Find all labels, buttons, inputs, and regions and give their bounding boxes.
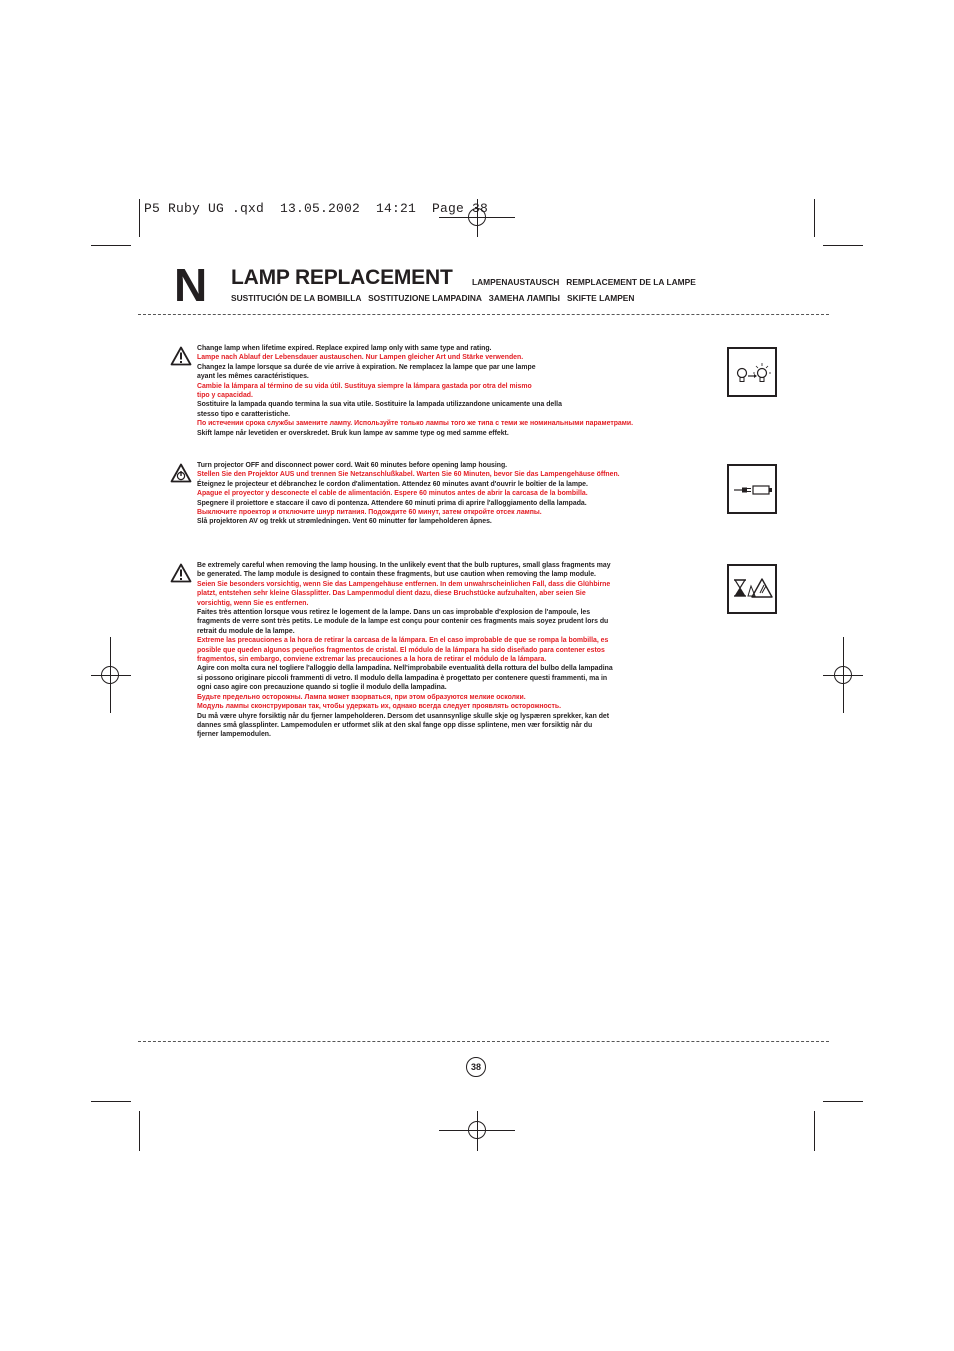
warning-triangle-icon xyxy=(170,563,192,583)
instruction-line: tipo y capacidad. xyxy=(197,392,253,400)
section-letter: N xyxy=(174,259,208,311)
instruction-line: Agire con molta cura nel togliere l'alloggio della lampadina. Nell'improbabile eventualità della rottura del bulbo della lampadina xyxy=(197,665,613,673)
instruction-line: Éteignez le projecteur et débranchez le cordon d'alimentation. Attendez 60 minutes avant d'ouvrir le boîtier de la lampe. xyxy=(197,480,588,488)
instruction-line: Модуль лампы сконструирован так, чтобы удержать их, однако всегда следует проявлять осторожность. xyxy=(197,703,561,711)
instruction-line: ayant les mêmes caractéristiques. xyxy=(197,373,309,381)
instruction-line: Slå projektoren AV og trekk ut strømledningen. Vent 60 minutter før lampeholderen åpnes. xyxy=(197,518,492,526)
instruction-line: si possono originare piccoli frammenti di vetro. Il modulo della lampadina è progettato per contenere questi frammenti, ma in xyxy=(197,674,608,682)
instruction-line: dannes små glassplinter. Lampemodulen er utformet slik at den skal fange opp disse splintene, men vær forsiktig når du xyxy=(197,721,593,729)
top-divider xyxy=(138,314,829,315)
warning-triangle-icon xyxy=(170,346,192,366)
crop-mark xyxy=(139,199,140,237)
crop-mark xyxy=(91,245,131,246)
instruction-line: fragments de verre sont très petits. Le module de la lampe est conçu pour contenir ces fragments mais soyez prudent lors du xyxy=(197,618,609,626)
instruction-line: Apague el proyector y desconecte el cable de alimentación. Espere 60 minutos antes de abrir la carcasa de la bombilla. xyxy=(197,490,588,498)
instruction-line: platzt, entstehen sehr kleine Glassplitter. Das Lampenmodul dient dazu, diese Bruchstücke aufzuhalten, aber seien Sie xyxy=(197,590,586,598)
crop-mark xyxy=(823,1101,863,1102)
instruction-line: be generated. The lamp module is designed to contain these fragments, but use caution when removing the lamp module. xyxy=(197,571,596,579)
instruction-line: posible que queden algunos pequeños fragmentos de cristal. El módulo de la lámpara ha sido diseñado para contener estos xyxy=(197,646,605,654)
instruction-line: Sostituire la lampada quando termina la sua vita utile. Sostituire la lampada utilizzandone unicamente una della xyxy=(197,401,562,409)
instruction-line: fragmentos, sin embargo, conviene extremar las precauciones a la hora de retirar el módulo de la lámpara. xyxy=(197,656,547,664)
instruction-line: Skift lampe når levetiden er overskredet. Bruk kun lampe av samme type og med samme effekt. xyxy=(197,429,509,437)
hourglass-hot-pictogram xyxy=(727,564,777,614)
instruction-line: Extreme las precauciones a la hora de retirar la carcasa de la lámpara. En el caso improbable de que se rompa la bombilla, es xyxy=(197,637,609,645)
crop-mark xyxy=(823,245,863,246)
instruction-line: Faites très attention lorsque vous retirez le logement de la lampe. Dans un cas improbable d'explosion de l'ampoule, les xyxy=(197,609,591,617)
crop-mark xyxy=(139,1111,140,1151)
subtitle-translations-2: SUSTITUCIÓN DE LA BOMBILLA SOSTITUZIONE LAMPADINA ЗАМЕНА ЛАМПЫ SKIFTE LAMPEN xyxy=(231,293,635,303)
instruction-section-power-off xyxy=(197,461,722,527)
page-number: 38 xyxy=(466,1057,486,1077)
instruction-line: Turn projector OFF and disconnect power cord. Wait 60 minutes before opening lamp housing. xyxy=(197,462,508,469)
instruction-section-careful-removal xyxy=(197,561,722,740)
instruction-line: vorsichtig, wenn Sie es entfernen. xyxy=(197,599,309,607)
page-title: LAMP REPLACEMENT xyxy=(231,266,453,289)
instruction-line: Be extremely careful when removing the lamp housing. In the unlikely event that the bulb ruptures, small glass fragments may xyxy=(197,562,611,569)
instruction-line: Du må være uhyre forsiktig når du fjerner lampeholderen. Dersom det usannsynlige skulle skje og lyspæren sprekker, kan det xyxy=(197,712,610,720)
registration-mark xyxy=(101,666,119,684)
instruction-line: retrait du module de la lampe. xyxy=(197,627,295,635)
instruction-line: Changez la lampe lorsque sa durée de vie arrive à expiration. Ne remplacez la lampe que par une lampe xyxy=(197,363,536,371)
bottom-divider xyxy=(138,1041,829,1042)
instruction-line: fjerner lampemodulen. xyxy=(197,731,271,739)
crop-mark xyxy=(91,1101,131,1102)
file-header: P5 Ruby UG .qxd 13.05.2002 14:21 Page 38 xyxy=(144,201,489,216)
instruction-line: Spegnere il proiettore e staccare il cavo di pontenza. Attendere 60 minuti prima di aprire l'alloggiamento della lampada. xyxy=(197,499,587,507)
instruction-line: Change lamp when lifetime expired. Replace expired lamp only with same type and rating. xyxy=(197,345,492,352)
lamp-replace-pictogram xyxy=(727,347,777,397)
instruction-line: Cambie la lámpara al término de su vida útil. Sustituya siempre la lámpara gastada por otra del mismo xyxy=(197,382,532,390)
power-warning-icon xyxy=(170,463,192,483)
instruction-line: stesso tipo e caratteristiche. xyxy=(197,410,291,418)
hourglass-hot-surface-icon xyxy=(729,566,775,612)
instruction-line: Lampe nach Ablauf der Lebensdauer austauschen. Nur Lampen gleicher Art und Stärke verwenden. xyxy=(197,354,524,362)
lamp-swap-icon xyxy=(729,349,775,395)
registration-mark xyxy=(834,666,852,684)
instruction-line: Выключите проектор и отключите шнур питания. Подождите 60 минут, затем откройте отсек лампы. xyxy=(197,509,542,517)
crop-mark xyxy=(814,1111,815,1151)
registration-mark xyxy=(468,1121,486,1139)
instruction-line: Stellen Sie den Projektor AUS und trennen Sie Netzanschlußkabel. Warten Sie 60 Minuten, bevor Sie das Lampengehäuse öffnen. xyxy=(197,471,620,479)
unplug-pictogram xyxy=(727,464,777,514)
instruction-section-lifetime xyxy=(197,344,722,438)
instruction-line: ogni caso agire con precauzione quando si toglie il modulo della lampadina. xyxy=(197,684,447,692)
power-plug-icon xyxy=(729,466,775,512)
instruction-line: Seien Sie besonders vorsichtig, wenn Sie das Lampengehäuse entfernen. In dem unwahrscheinlichen Fall, dass die Glühbirne xyxy=(197,580,611,588)
crop-mark xyxy=(814,199,815,237)
instruction-line: По истечении срока службы замените лампу. Используйте только лампы того же типа с теми же номинальными параметрами. xyxy=(197,420,634,428)
instruction-line: Будьте предельно осторожны. Лампа может взорваться, при этом образуются мелкие осколки. xyxy=(197,693,526,701)
subtitle-translations-1: LAMPENAUSTAUSCH REMPLACEMENT DE LA LAMPE xyxy=(472,277,696,287)
